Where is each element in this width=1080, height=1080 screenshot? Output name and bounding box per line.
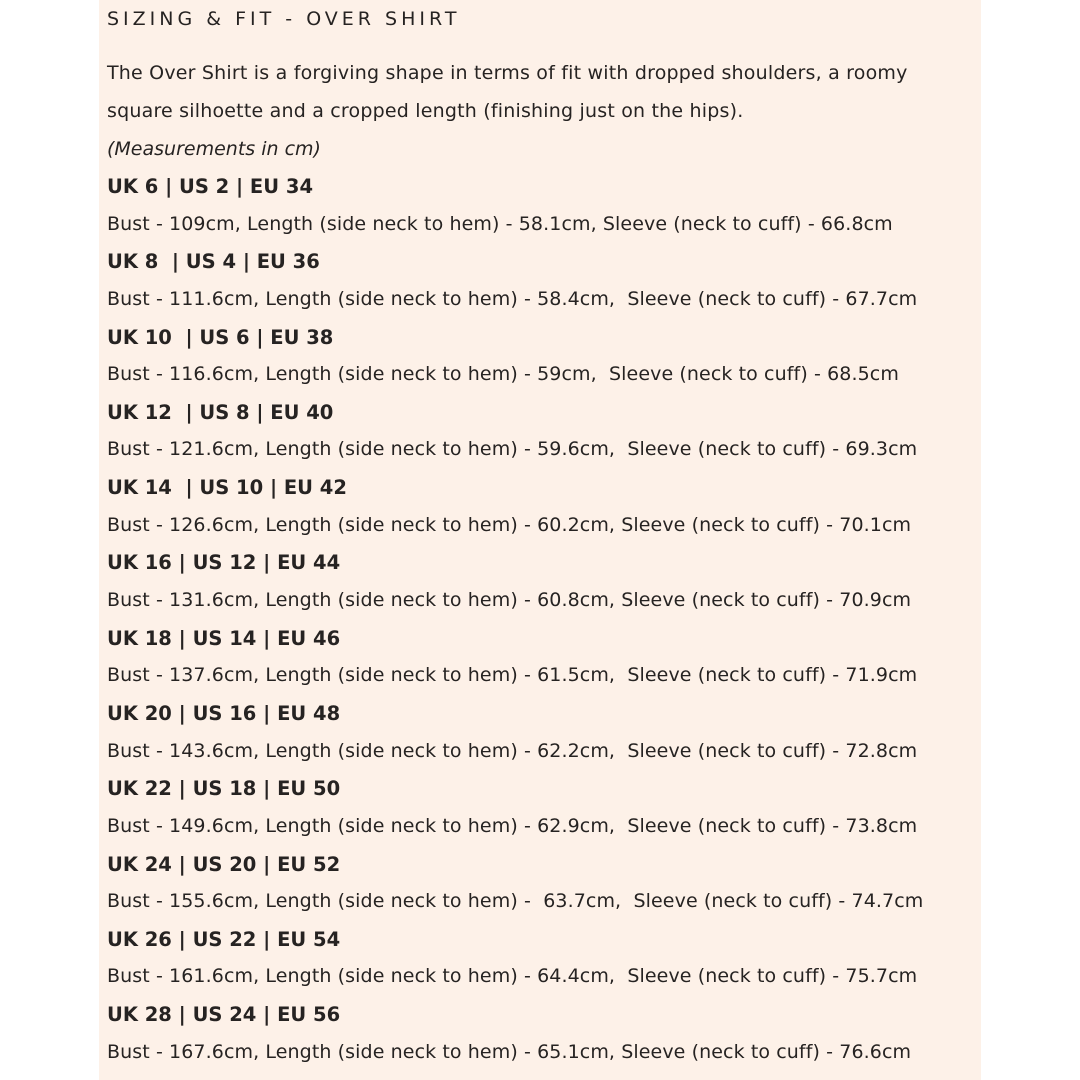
size-entry	[107, 770, 985, 845]
size-measurements: Bust - 161.6cm, Length (side neck to hem) - 64.4cm, Sleeve (neck to cuff) - 75.7cm	[107, 965, 918, 988]
size-measurements: Bust - 116.6cm, Length (side neck to hem) - 59cm, Sleeve (neck to cuff) - 68.5cm	[107, 363, 899, 386]
size-label: UK 6 | US 2 | EU 34	[107, 175, 314, 198]
size-label: UK 20 | US 16 | EU 48	[107, 702, 341, 726]
size-label: UK 16 | US 12 | EU 44	[107, 551, 341, 575]
size-entry	[107, 921, 985, 996]
size-measurements: Bust - 149.6cm, Length (side neck to hem) - 62.9cm, Sleeve (neck to cuff) - 73.8cm	[107, 814, 918, 837]
size-entry	[107, 469, 985, 544]
size-measurements: Bust - 143.6cm, Length (side neck to hem) - 62.2cm, Sleeve (neck to cuff) - 72.8cm	[107, 739, 918, 762]
size-measurements: Bust - 155.6cm, Length (side neck to hem) - 63.7cm, Sleeve (neck to cuff) - 74.7cm	[107, 890, 924, 913]
fit-description: The Over Shirt is a forgiving shape in terms of fit with dropped shoulders, a roomy square silhoette and a cropped length (finishing just on the hips).	[107, 62, 908, 122]
size-measurements: Bust - 121.6cm, Length (side neck to hem) - 59.6cm, Sleeve (neck to cuff) - 69.3cm	[107, 438, 918, 461]
size-label: UK 22 | US 18 | EU 50	[107, 777, 341, 801]
size-measurements: Bust - 126.6cm, Length (side neck to hem) - 60.2cm, Sleeve (neck to cuff) - 70.1cm	[107, 513, 912, 536]
size-entry	[107, 319, 985, 394]
size-measurements: Bust - 109cm, Length (side neck to hem) - 58.1cm, Sleeve (neck to cuff) - 66.8cm	[107, 212, 893, 235]
size-measurements: Bust - 137.6cm, Length (side neck to hem) - 61.5cm, Sleeve (neck to cuff) - 71.9cm	[107, 664, 918, 687]
size-label: UK 18 | US 14 | EU 46	[107, 626, 341, 650]
size-measurements: Bust - 111.6cm, Length (side neck to hem) - 58.4cm, Sleeve (neck to cuff) - 67.7cm	[107, 287, 918, 310]
size-label: UK 12 | US 8 | EU 40	[107, 400, 334, 424]
size-list	[107, 168, 985, 1072]
measurement-unit-note: (Measurements in cm)	[107, 138, 321, 160]
size-entry	[107, 620, 985, 695]
page-title: SIZING & FIT - OVER SHIRT	[107, 8, 461, 30]
size-entry	[107, 168, 985, 243]
size-entry	[107, 243, 985, 318]
size-entry	[107, 544, 985, 619]
size-label: UK 24 | US 20 | EU 52	[107, 852, 341, 876]
size-measurements: Bust - 131.6cm, Length (side neck to hem) - 60.8cm, Sleeve (neck to cuff) - 70.9cm	[107, 588, 912, 611]
size-measurements: Bust - 167.6cm, Length (side neck to hem) - 65.1cm, Sleeve (neck to cuff) - 76.6cm	[107, 1040, 912, 1063]
size-label: UK 8 | US 4 | EU 36	[107, 250, 320, 274]
size-label: UK 26 | US 22 | EU 54	[107, 927, 341, 951]
size-entry	[107, 846, 985, 921]
size-entry	[107, 695, 985, 770]
size-label: UK 10 | US 6 | EU 38	[107, 325, 334, 349]
size-entry	[107, 394, 985, 469]
size-label: UK 28 | US 24 | EU 56	[107, 1003, 341, 1027]
sizing-panel	[99, 0, 981, 1080]
size-entry	[107, 996, 985, 1071]
size-label: UK 14 | US 10 | EU 42	[107, 476, 347, 500]
